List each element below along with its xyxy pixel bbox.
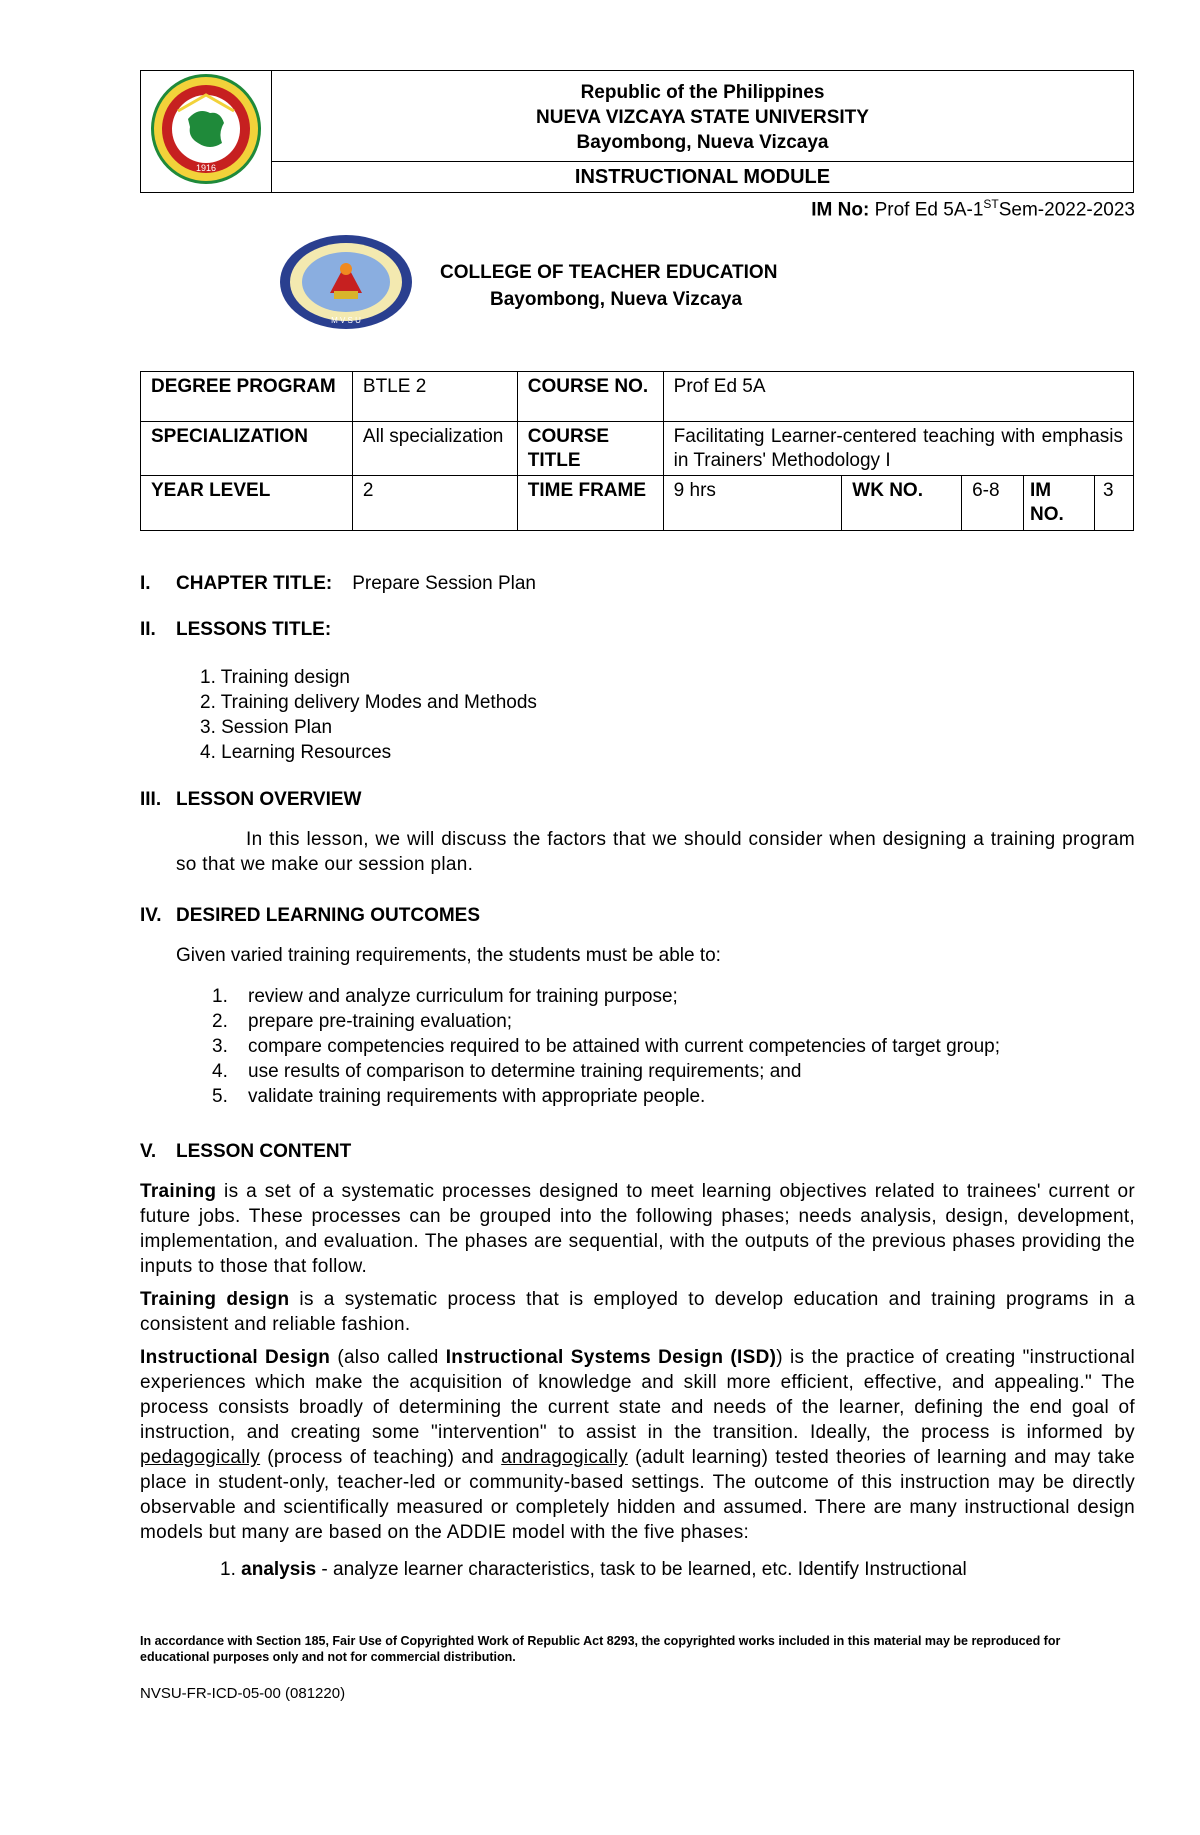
header-line-location: Bayombong, Nueva Vizcaya [576,131,829,153]
addie-item-analysis: 1. analysis - analyze learner characteristics, task to be learned, etc. Identify Instructional [220,1559,967,1581]
header-box [140,70,1134,193]
college-seal [278,233,414,331]
university-logo-cell [141,71,272,193]
list-item: 5. validate training requirements with appropriate people. [212,1086,706,1108]
time-frame-value: 9 hrs [663,476,842,531]
list-item: 2. Training delivery Modes and Methods [200,692,537,714]
header-line-university: NUEVA VIZCAYA STATE UNIVERSITY [536,106,869,128]
instructional-module-label: INSTRUCTIONAL MODULE [272,162,1134,193]
time-frame-label: TIME FRAME [517,476,663,531]
degree-program-value: BTLE 2 [352,372,517,422]
list-item: 3. compare competencies required to be attained with current competencies of target group; [212,1036,1000,1058]
form-code: NVSU-FR-ICD-05-00 (081220) [140,1685,346,1702]
content-paragraph-instructional-design: Instructional Design (also called Instructional Systems Design (ISD)) is the practice of creating "instructional experiences which make the acquisition of knowledge and skill more efficient, effective, and appealing." The process consists broadly of determining the current state and needs of the learner, defining the end goal of instruction, and creating some "intervention" to assist in the transition. Ideally, the process is informed by pedagogically (process of teaching) and andragogically (adult learning) tested theories of learning and may take place in student-only, teacher-led or community-based settings. The outcome of this instruction may be directly observable and scientifically measured or completely hidden and assumed. There are many instructional design models but many are based on the ADDIE model with the five phases: [140,1347,1135,1544]
list-item: 4. Learning Resources [200,742,392,764]
outcomes-intro: Given varied training requirements, the students must be able to: [176,945,721,967]
list-item: 3. Session Plan [200,717,333,739]
svg-text:M V S U: M V S U [331,316,361,326]
degree-program-label: DEGREE PROGRAM [141,372,353,422]
header-title-cell [272,71,1134,162]
im-no-cell [1023,476,1133,531]
course-no-label: COURSE NO. [517,372,663,422]
section-chapter-title: I. CHAPTER TITLE: Prepare Session Plan [140,573,536,595]
outcomes-list [212,984,1135,1109]
section-lesson-content: V. LESSON CONTENT [140,1141,352,1163]
im-no-label: IM NO. [1024,476,1095,530]
overview-text: In this lesson, we will discuss the factors that we should consider when designing a training program so that we make our session plan. [176,829,1135,876]
college-place: Bayombong, Nueva Vizcaya [490,289,743,311]
college-header [140,221,1135,371]
college-name: COLLEGE OF TEACHER EDUCATION [440,262,778,284]
document-page [140,70,1135,1582]
year-level-label: YEAR LEVEL [141,476,353,531]
section-learning-outcomes: IV. DESIRED LEARNING OUTCOMES [140,905,481,927]
content-paragraph-training: Training is a set of a systematic processes designed to meet learning objectives related to trainees' current or future jobs. These processes can be grouped into the following phases; needs analysis, design, development, implementation, and evaluation. The phases are sequential, with the outputs of the previous phases providing the inputs to those that follow. [140,1181,1135,1278]
specialization-label: SPECIALIZATION [141,422,353,476]
week-no-label: WK NO. [842,476,962,531]
list-item: 4. use results of comparison to determine training requirements; and [212,1061,802,1083]
list-item: 2. prepare pre-training evaluation; [212,1011,513,1033]
list-item: 1. review and analyze curriculum for training purpose; [212,986,678,1008]
course-no-value: Prof Ed 5A [663,372,1133,422]
course-info-table [140,371,1134,531]
im-number: IM No: Prof Ed 5A-1STSem-2022-2023 [811,197,1135,221]
section-lesson-overview: III. LESSON OVERVIEW [140,789,362,811]
week-no-value: 6-8 [962,476,1024,531]
lessons-list [200,665,1135,765]
year-level-value: 2 [352,476,517,531]
svg-text:1916: 1916 [195,163,217,173]
course-title-label: COURSE TITLE [517,422,663,476]
section-lessons-title: II. LESSONS TITLE: [140,619,332,641]
list-item: 1. Training design [200,667,350,689]
college-title [440,259,777,313]
im-no-value: 3 [1102,480,1114,502]
copyright-note: In accordance with Section 185, Fair Use of Copyrighted Work of Republic Act 8293, the copyrighted works included in this material may be reproduced for educational purposes only and not for commercial distribution. [140,1634,1061,1664]
header-line-republic: Republic of the Philippines [580,81,825,103]
university-logo [148,71,264,187]
content-paragraph-training-design: Training design is a systematic process that is employed to develop education and training programs in a consistent and reliable fashion. [140,1289,1136,1336]
specialization-value: All specialization [352,422,517,476]
course-title-value: Facilitating Learner-centered teaching with emphasis in Trainers' Methodology I [663,422,1133,476]
